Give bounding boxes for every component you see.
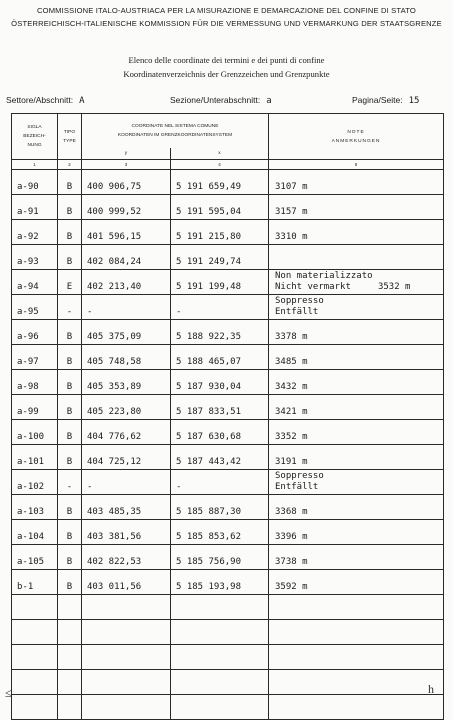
settore-value: A [79, 96, 85, 106]
empty-cell [12, 645, 58, 670]
sigla-cell: a-90 [12, 170, 58, 195]
note-line: Soppresso [275, 296, 324, 306]
note-line: 3378 m [275, 331, 308, 342]
note-line: 3107 m [275, 181, 308, 192]
empty-cell [269, 695, 444, 720]
table-row [12, 245, 444, 270]
tipo-cell: B [58, 445, 82, 470]
pagina-label: Pagina/Seite: [352, 95, 403, 105]
sigla-cell: a-96 [12, 320, 58, 345]
empty-cell [171, 695, 269, 720]
empty-cell [82, 645, 171, 670]
coordinate-x-cell: 5 185 887,30 [171, 495, 269, 520]
column-header-x: x [171, 148, 269, 160]
coordinate-y-cell: 402 084,24 [82, 245, 171, 270]
empty-table-row [12, 695, 444, 720]
commission-header-italian: COMMISSIONE ITALO-AUSTRIACA PER LA MISURAZIONE E DEMARCAZIONE DEL CONFINE DI STATO [37, 6, 416, 15]
sigla-cell: a-100 [12, 420, 58, 445]
table-row [12, 320, 444, 345]
coordinate-y-cell: 405 375,09 [82, 320, 171, 345]
column-number-3: 3 [82, 160, 171, 170]
document-title-italian: Elenco delle coordinate dei termini e dei punti di confine [128, 55, 325, 65]
coordinate-y-cell: - [82, 470, 171, 495]
coordinate-y-cell: 400 906,75 [82, 170, 171, 195]
coordinate-x-cell: 5 187 630,68 [171, 420, 269, 445]
coordinate-x-cell: 5 185 756,90 [171, 545, 269, 570]
coordinate-x-cell: - [171, 295, 269, 320]
table-row [12, 395, 444, 420]
empty-table-row [12, 620, 444, 645]
coordinate-y-cell: 403 381,56 [82, 520, 171, 545]
sigla-cell: b-1 [12, 570, 58, 595]
empty-table-row [12, 645, 444, 670]
empty-cell [171, 620, 269, 645]
empty-cell [12, 670, 58, 695]
empty-cell [58, 595, 82, 620]
empty-cell [269, 595, 444, 620]
table-row [12, 295, 444, 320]
table-body [12, 170, 444, 720]
tipo-cell: B [58, 370, 82, 395]
tipo-cell: B [58, 395, 82, 420]
table-row [12, 495, 444, 520]
empty-cell [12, 595, 58, 620]
sigla-cell: a-104 [12, 520, 58, 545]
coordinate-x-cell: 5 187 443,42 [171, 445, 269, 470]
sigla-cell: a-98 [12, 370, 58, 395]
coordinates-table [11, 113, 444, 720]
empty-cell [171, 670, 269, 695]
coordinate-y-cell: 405 748,58 [82, 345, 171, 370]
coordinate-x-cell: 5 191 215,80 [171, 220, 269, 245]
empty-cell [58, 695, 82, 720]
coordinate-x-cell: 5 191 595,04 [171, 195, 269, 220]
sezione-value: a [266, 96, 272, 106]
left-corner-mark: ≤ [5, 686, 12, 700]
coordinate-x-cell: 5 188 922,35 [171, 320, 269, 345]
sigla-cell: a-92 [12, 220, 58, 245]
coordinate-x-cell: 5 191 199,48 [171, 270, 269, 295]
empty-cell [12, 620, 58, 645]
note-cell [269, 345, 444, 370]
note-line: 3738 m [275, 556, 308, 567]
sigla-cell: a-105 [12, 545, 58, 570]
coordinate-y-cell: 404 776,62 [82, 420, 171, 445]
note-line: Entfällt [275, 306, 319, 317]
coordinate-y-cell: 403 011,56 [82, 570, 171, 595]
coordinate-y-cell: 400 999,52 [82, 195, 171, 220]
column-number-4: 4 [171, 160, 269, 170]
note-line: 3421 m [275, 406, 308, 417]
note-cell [269, 245, 444, 270]
note-line: 3432 m [275, 381, 308, 392]
sigla-cell: a-94 [12, 270, 58, 295]
empty-cell [171, 595, 269, 620]
note-cell [269, 495, 444, 520]
empty-cell [269, 645, 444, 670]
tipo-cell: B [58, 220, 82, 245]
empty-cell [58, 620, 82, 645]
sezione-label: Sezione/Unterabschnitt: [170, 95, 261, 105]
coordinate-y-cell: 401 596,15 [82, 220, 171, 245]
note-cell [269, 420, 444, 445]
note-line: 3396 m [275, 531, 308, 542]
tipo-cell: B [58, 170, 82, 195]
note-line: 3310 m [275, 231, 308, 242]
note-cell [269, 220, 444, 245]
note-cell [269, 570, 444, 595]
sigla-cell: a-95 [12, 295, 58, 320]
coordinate-y-cell: 404 725,12 [82, 445, 171, 470]
table-row [12, 520, 444, 545]
note-line: 3592 m [275, 581, 308, 592]
table-row [12, 270, 444, 295]
tipo-cell: B [58, 520, 82, 545]
commission-header-german: ÖSTERREICHISCH-ITALIENISCHE KOMMISSION FÜR DIE VERMESSUNG UND VERMARKUNG DER STAATSGRENZE [11, 19, 442, 28]
tipo-cell: B [58, 495, 82, 520]
empty-cell [82, 695, 171, 720]
sigla-cell: a-103 [12, 495, 58, 520]
tipo-cell: B [58, 195, 82, 220]
coordinate-x-cell: - [171, 470, 269, 495]
note-line: Nicht vermarkt 3532 m [275, 281, 411, 292]
empty-cell [82, 670, 171, 695]
tipo-cell: - [58, 470, 82, 495]
document-title-german: Koordinatenverzeichnis der Grenzzeichen und Grenzpunkte [123, 69, 330, 79]
column-number-1: 1 [12, 160, 58, 170]
note-line: Soppresso [275, 471, 324, 481]
coordinate-y-cell: - [82, 295, 171, 320]
table-row [12, 370, 444, 395]
empty-cell [12, 695, 58, 720]
coordinate-x-cell: 5 191 659,49 [171, 170, 269, 195]
coordinate-y-cell: 405 223,80 [82, 395, 171, 420]
empty-cell [171, 645, 269, 670]
coordinate-y-cell: 402 213,40 [82, 270, 171, 295]
note-line: 3157 m [275, 206, 308, 217]
sigla-cell: a-99 [12, 395, 58, 420]
empty-table-row [12, 670, 444, 695]
empty-cell [58, 645, 82, 670]
column-number-2: 2 [58, 160, 82, 170]
sigla-cell: a-91 [12, 195, 58, 220]
pagina-field [352, 95, 419, 106]
note-line: Entfällt [275, 481, 319, 492]
note-cell [269, 395, 444, 420]
coordinate-x-cell: 5 187 930,04 [171, 370, 269, 395]
column-header-note: NOTE ANMERKUNGEN [269, 114, 444, 160]
column-number-5: 5 [269, 160, 444, 170]
column-header-tipo: TIPO TYPE [58, 114, 82, 160]
right-corner-mark: h [428, 682, 434, 696]
tipo-cell: B [58, 570, 82, 595]
empty-cell [269, 620, 444, 645]
tipo-cell: B [58, 245, 82, 270]
settore-field [6, 95, 85, 106]
coordinate-x-cell: 5 185 193,98 [171, 570, 269, 595]
table-row [12, 220, 444, 245]
coordinate-x-cell: 5 187 833,51 [171, 395, 269, 420]
pagina-value: 15 [408, 96, 420, 106]
note-cell [269, 445, 444, 470]
sezione-field [170, 95, 272, 106]
table-row [12, 545, 444, 570]
note-cell [269, 370, 444, 395]
coordinate-y-cell: 402 822,53 [82, 545, 171, 570]
note-cell [269, 195, 444, 220]
table-row [12, 170, 444, 195]
note-line: 3352 m [275, 431, 308, 442]
note-line: Non materializzato [275, 271, 373, 281]
empty-cell [82, 620, 171, 645]
table-row [12, 470, 444, 495]
coordinate-x-cell: 5 185 853,62 [171, 520, 269, 545]
coordinate-x-cell: 5 188 465,07 [171, 345, 269, 370]
tipo-cell: - [58, 295, 82, 320]
coordinate-y-cell: 405 353,89 [82, 370, 171, 395]
sigla-cell: a-97 [12, 345, 58, 370]
table-row [12, 445, 444, 470]
settore-label: Settore/Abschnitt: [6, 95, 74, 105]
note-line: 3191 m [275, 456, 308, 467]
sigla-cell: a-102 [12, 470, 58, 495]
column-header-y: y [82, 148, 171, 160]
note-cell [269, 295, 444, 320]
note-cell [269, 470, 444, 495]
empty-cell [82, 595, 171, 620]
sigla-cell: a-93 [12, 245, 58, 270]
note-line: 3368 m [275, 506, 308, 517]
coordinate-y-cell: 403 485,35 [82, 495, 171, 520]
note-cell [269, 545, 444, 570]
column-header-coordinate: COORDINATE NEL SISTEMA COMUNE KOORDINATEN IM GRENZKOORDINATENSYSTEM [82, 114, 269, 148]
table-row [12, 345, 444, 370]
table-row [12, 420, 444, 445]
sigla-cell: a-101 [12, 445, 58, 470]
note-cell [269, 170, 444, 195]
tipo-cell: B [58, 345, 82, 370]
empty-cell [269, 670, 444, 695]
note-cell [269, 320, 444, 345]
coordinate-x-cell: 5 191 249,74 [171, 245, 269, 270]
note-cell [269, 270, 444, 295]
table-row [12, 570, 444, 595]
tipo-cell: B [58, 420, 82, 445]
empty-cell [58, 670, 82, 695]
empty-table-row [12, 595, 444, 620]
note-cell [269, 520, 444, 545]
column-header-sigla: SIGLA BEZEICH- NUNG [12, 114, 58, 160]
tipo-cell: B [58, 320, 82, 345]
table-row [12, 195, 444, 220]
tipo-cell: E [58, 270, 82, 295]
note-line: 3485 m [275, 356, 308, 367]
tipo-cell: B [58, 545, 82, 570]
